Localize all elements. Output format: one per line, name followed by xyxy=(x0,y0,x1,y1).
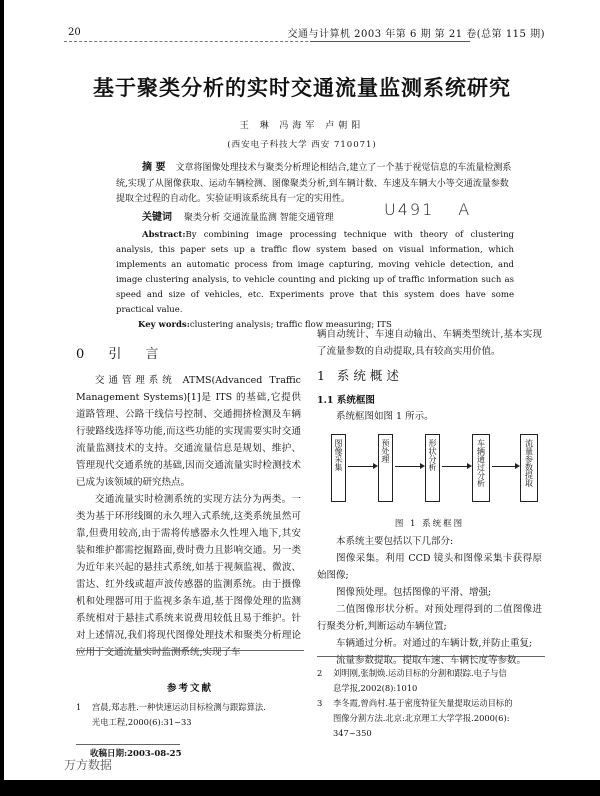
journal-header: 交通与计算机 2003 年第 6 期 第 21 卷(总第 115 期) xyxy=(287,29,545,40)
header-divider-solid xyxy=(310,41,470,42)
references-right xyxy=(317,666,547,741)
reference-number: 2 xyxy=(317,668,323,678)
figure-intro: 系统框图如图 1 所示。 xyxy=(336,411,434,422)
intro-continuation: 辆自动统计、车速自动输出、车辆类型统计,基本实现了流量参数的自动提取,具有较高实用价值。 xyxy=(317,329,542,357)
received-date: 收稿日期:2003-08-25 xyxy=(90,749,182,759)
reference-text-cont: 息学报,2002(8):1010 xyxy=(333,683,418,693)
block-vehicle-passing-analysis: 车辆通过分析 xyxy=(472,434,490,502)
affiliation: (西安电子科技大学 西安 710071) xyxy=(227,140,377,150)
intro-paragraph-2: 交通流量实时检测系统的实现方法分为两类。一类为基于环形线圈的永久埋入式系统,这类系统虽然可靠,但费用较高,由于需将传感器永久性埋入地下,其安装和维护都需挖掘路面,费时费力且影响交通。另一类为近年来兴起的悬挂式系统,如基于视频监视、微波、雷达、红外线或超声波传感器的监测系统。由于摄像机和处理器可用于监视多条车道,基于图像处理的监测系统相对于悬挂式系统来说费用较低且易于维护。针对上述情况,我们将现代图像处理技术和聚类分析理论应用于交通流量实时监测系统,实现了车 xyxy=(76,494,301,658)
article-title: 基于聚类分析的实时交通流量监测系统研究 xyxy=(93,75,511,100)
intro-paragraph-1: 交通管理系统 ATMS(Advanced Traffic Management Systems)[1]是 ITS 的基础,它提供道路管理、公路干线信号控制、交通拥挤检测及车辆行驶路线选择等功能,而这些功能的实现需要实时交通流量监测技术的支持。交通流量信息是规划、维护、管理现代交通系统的基础,因而交通流量实时检测技术已成为该领域的研究热点。 xyxy=(76,375,301,488)
part-item: 图像采集。利用 CCD 镜头和图像采集卡获得原始图像; xyxy=(317,553,542,581)
reference-item xyxy=(317,696,547,741)
abstract-cn-text: 文章将图像处理技术与聚类分析理论相结合,建立了一个基于视觉信息的车流量检测系统,实现了从图像获取、运动车辆检测、图像聚类分析,到车辆计数、车速及车辆大小等交通流量参数提取全过程的自动化。实验证明该系统具有一定的实用性。 xyxy=(116,163,512,204)
reference-text: 刘明刚,张制焕.运动目标的分割和跟踪.电子与信 xyxy=(333,668,507,678)
reference-text: 宫晨,郑志胜.一种快速运动目标检测与跟踪算法. xyxy=(92,702,266,712)
arrow-icon xyxy=(395,466,423,467)
block-preprocessing: 预处理 xyxy=(378,434,393,502)
left-column xyxy=(76,337,301,661)
document-code: A xyxy=(458,200,472,219)
footnote-divider-left xyxy=(76,650,304,651)
handwritten-classification xyxy=(384,200,471,219)
subsection-1-1-heading: 1.1 系统框图 xyxy=(317,395,375,406)
abstract-en-label: Abstract: xyxy=(142,230,186,240)
references-left xyxy=(76,700,306,730)
arrow-icon xyxy=(348,466,376,467)
keywords-cn xyxy=(142,208,334,223)
abstract-cn-label: 摘 要 xyxy=(142,162,166,173)
reference-item xyxy=(317,666,547,696)
watermark: 万方数据 xyxy=(64,758,113,772)
right-column xyxy=(317,326,542,669)
parts-intro: 本系统主要包括以下几部分: xyxy=(336,536,454,547)
section-0-heading: 0 引 言 xyxy=(76,347,169,362)
part-item: 二值图像形状分析。对预处理得到的二值图像进行聚类分析,判断运动车辆位置; xyxy=(317,604,542,632)
reference-number: 3 xyxy=(317,698,323,708)
section-1-heading: 1 系统概述 xyxy=(317,368,403,383)
reference-number: 1 xyxy=(76,702,82,712)
classification-code: U491 xyxy=(384,200,435,219)
abstract-en-text: By combining image processing technique with theory of clustering analysis, this paper sets up a traffic flow system based on visual information, which implements an automatic process from image capturing, moving vehicle detection, and image clustering analysis, to vehicle counting and picking up of traffic information such as speed and size of vehicles, etc. Experiments prove that this system does have some practical value. xyxy=(116,230,514,315)
keywords-en-text: clustering analysis; traffic flow measuring; ITS xyxy=(189,320,392,330)
keywords-cn-label: 关键词 xyxy=(142,212,172,223)
keywords-cn-text: 聚类分析 交通流量监测 智能交通管理 xyxy=(184,213,334,223)
part-item: 车辆通过分析。对通过的车辆计数,并防止重复; xyxy=(336,638,533,649)
reference-item xyxy=(76,700,306,730)
block-image-acquisition: 图像采集 xyxy=(331,434,346,502)
received-divider xyxy=(76,744,180,745)
reference-text: 李冬霞,曾尚村.基于密度特征矢量提取运动目标的 xyxy=(333,698,513,708)
block-parameter-extraction: 流量参数提取 xyxy=(520,434,538,502)
system-block-diagram xyxy=(317,429,542,511)
block-shape-analysis: 形状分析 xyxy=(425,434,440,502)
abstract-en xyxy=(116,228,514,318)
figure-caption: 图 1 系统框图 xyxy=(394,519,465,529)
paper-page xyxy=(4,0,600,780)
arrow-icon xyxy=(442,466,470,467)
arrow-icon xyxy=(492,466,518,467)
part-item: 图像预处理。包括图像的平滑、增强; xyxy=(336,587,492,598)
references-heading: 参考文献 xyxy=(166,683,213,694)
reference-text-cont: 图像分割方法.北京:北京理工大学学报.2000(6): xyxy=(333,713,510,723)
page-number: 20 xyxy=(68,27,81,38)
authors: 王 琳 冯海军 卢朝阳 xyxy=(239,121,365,131)
keywords-en-label: Key words: xyxy=(138,320,190,330)
part-item: 流量参数提取。提取车速、车辆长度等参数。 xyxy=(336,655,527,666)
reference-text-cont: 光电工程,2000(6):31~33 xyxy=(92,717,192,727)
footnote-divider-right xyxy=(317,656,545,657)
reference-text-cont: 347~350 xyxy=(333,728,372,738)
